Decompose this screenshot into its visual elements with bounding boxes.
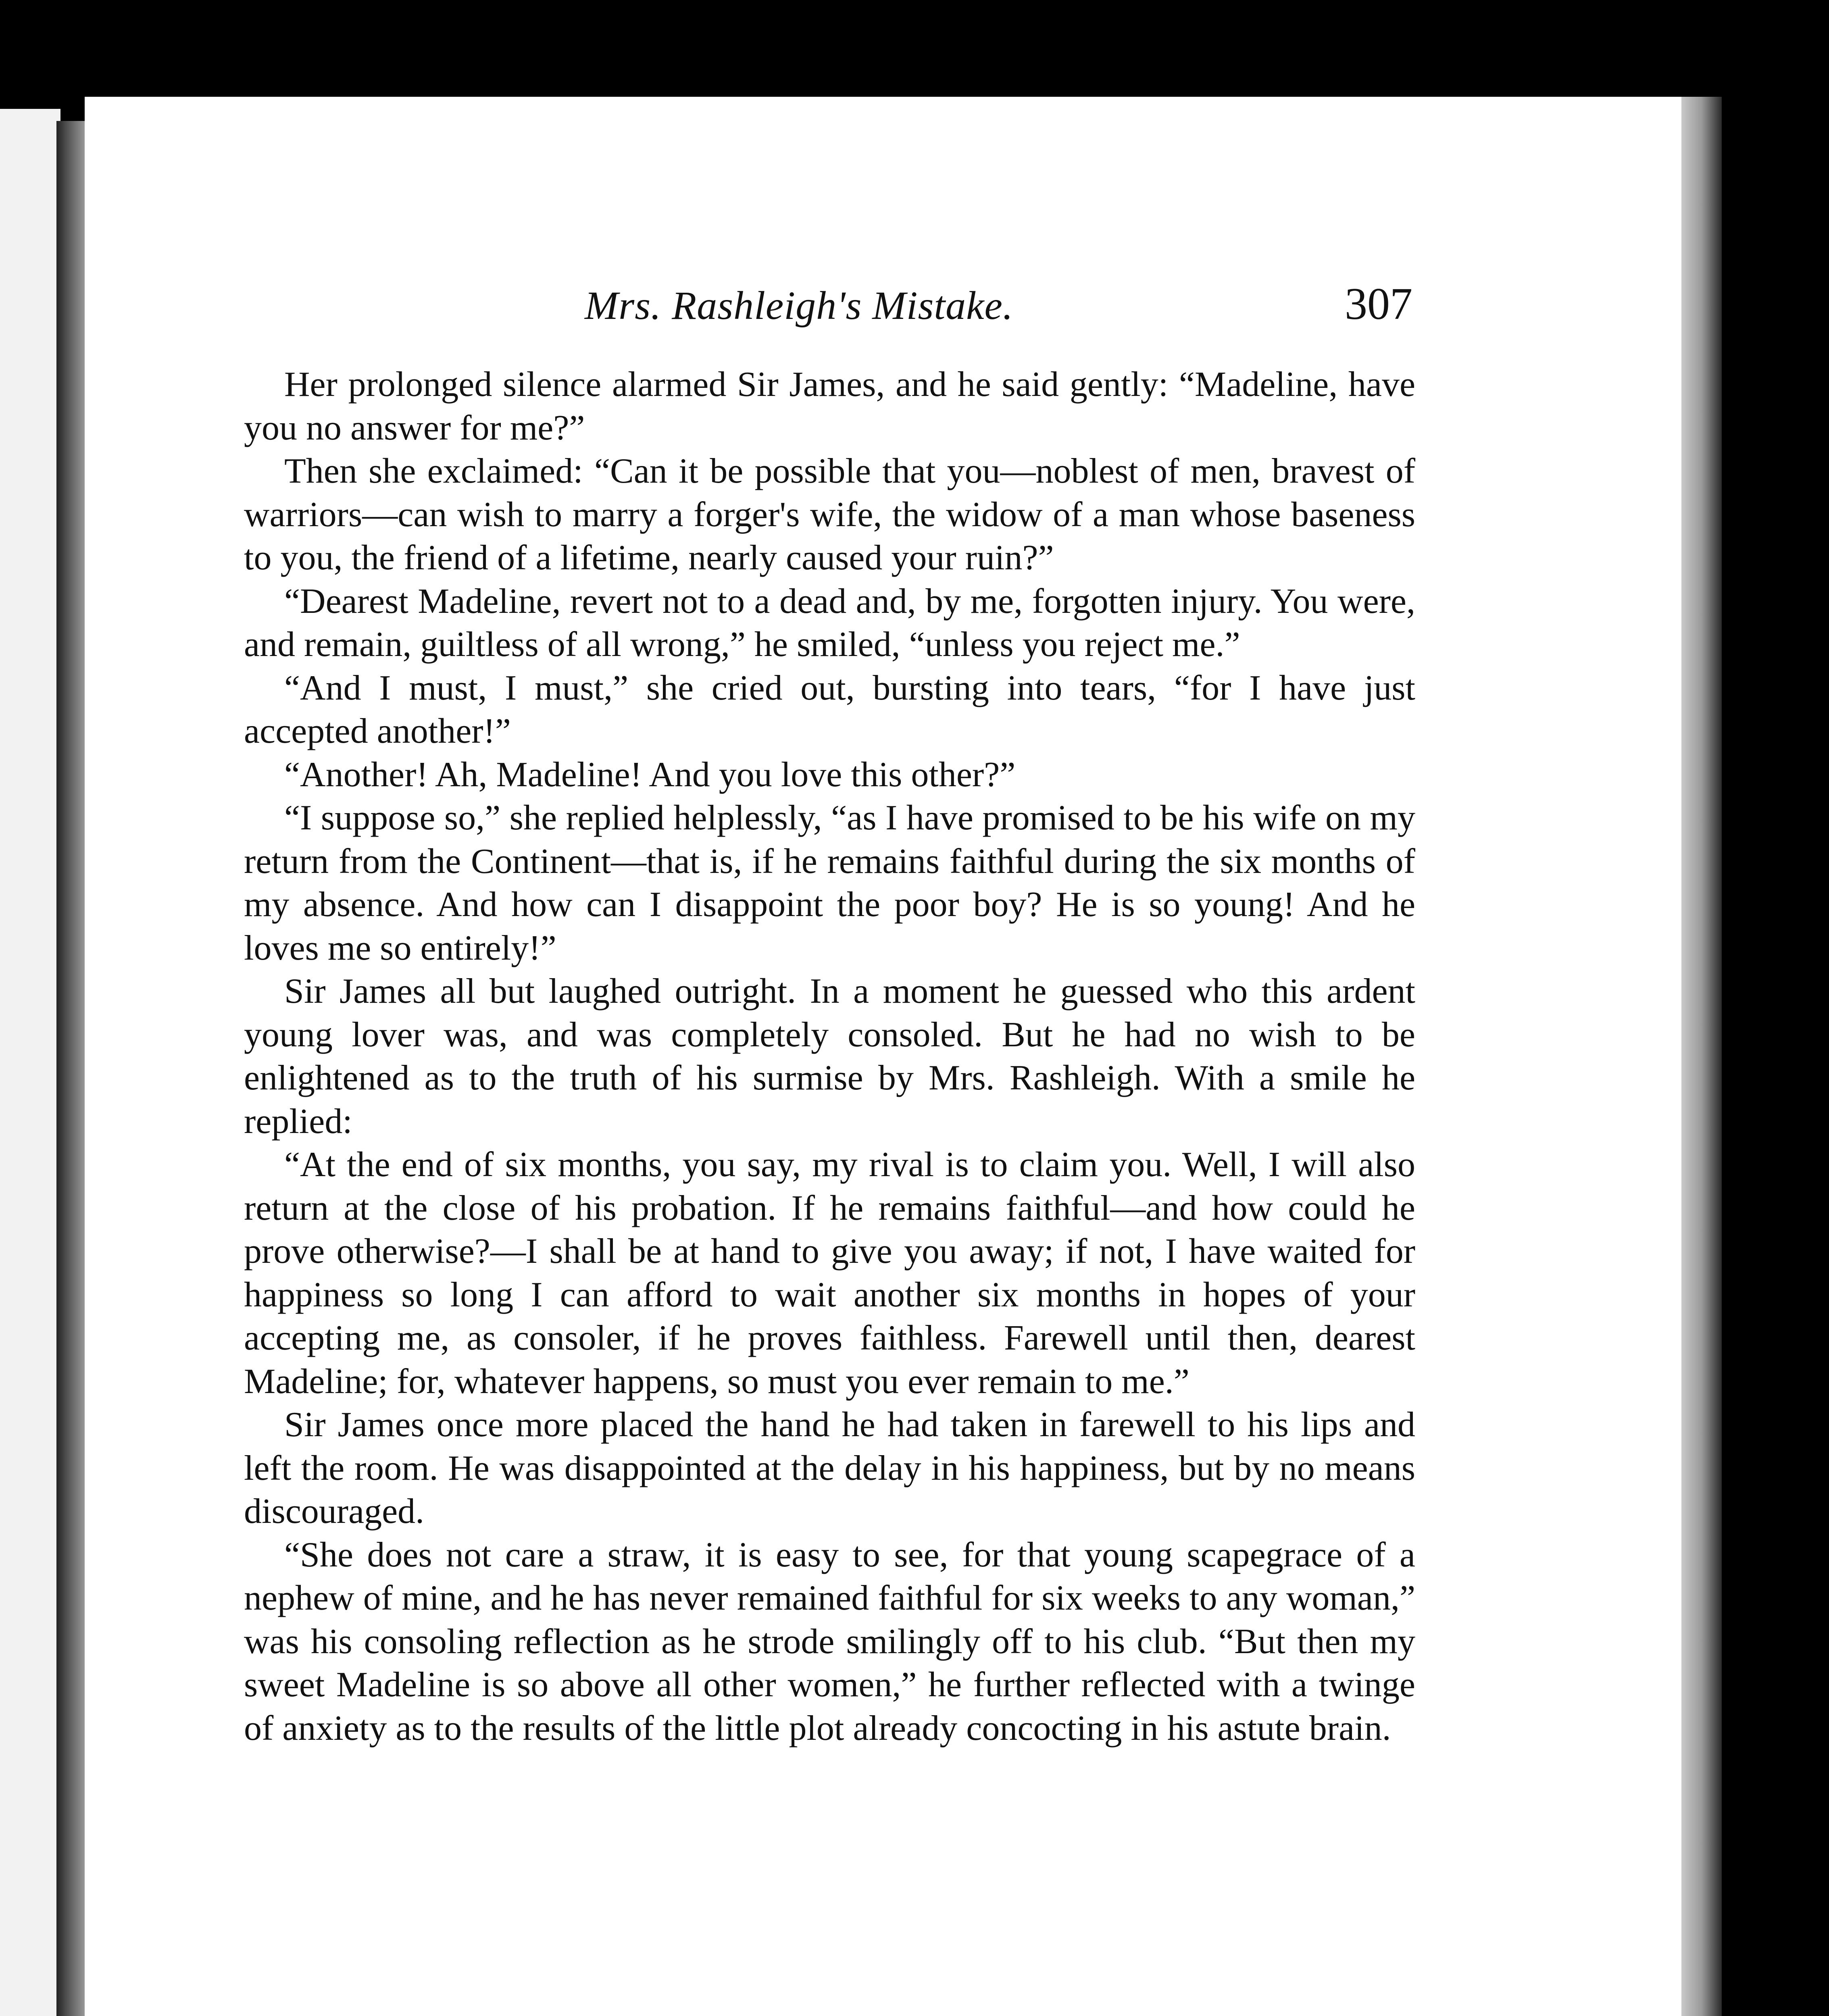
gutter-shadow (56, 121, 85, 2016)
paragraph: “Another! Ah, Madeline! And you love this other?” (284, 755, 1016, 794)
paragraph: “Dearest Madeline, revert not to a dead and, by me, forgotten injury. You were, and remain, guiltless of all wrong,” he smiled, “unless you reject me.” (244, 581, 1415, 664)
paragraph: “She does not care a straw, it is easy to see, for that young scapegrace of a nephew of mine, and he has never remained faithful for six weeks to any woman,” was his consoling reflection as he strode smilingly off to his club. “But then my sweet Madeline is so above all other women,” he further reflected with a twinge of anxiety as to the results of the little plot already concocting in his astute brain. (244, 1535, 1415, 1748)
paragraph: Sir James once more placed the hand he had taken in farewell to his lips and left the room. He was disappointed at the delay in his happiness, but by no means discouraged. (244, 1405, 1415, 1531)
paragraph: Then she exclaimed: “Can it be possible that you—noblest of men, bravest of warriors—can wish to marry a forger's wife, the widow of a man whose baseness to you, the friend of a lifetime, nearly caused your ruin?” (244, 452, 1415, 577)
paragraph: “At the end of six months, you say, my rival is to claim you. Well, I will also return at the close of his probation. If he remains faithful—and how could he prove otherwise?—I shall be at hand to give you away; if not, I have waited for happiness so long I can afford to wait another six months in hopes of your accepting me, as consoler, if he proves faithless. Farewell until then, dearest Madeline; for, whatever happens, so must you ever remain to me.” (244, 1145, 1415, 1401)
page-number: 307 (1345, 279, 1412, 329)
right-page-edge (1681, 97, 1722, 2016)
left-page-edge (0, 109, 60, 2016)
paragraph: “And I must, I must,” she cried out, bursting into tears, “for I have just accepted another!” (244, 668, 1415, 751)
paragraph: Sir James all but laughed outright. In a moment he guessed who this ardent young lover was, and was completely consoled. But he had no wish to be enlightened as to the truth of his surmise by Mrs. Rashleigh. With a smile he replied: (244, 972, 1415, 1141)
running-title: Mrs. Rashleigh's Mistake. (585, 283, 1013, 328)
paragraph: “I suppose so,” she replied helplessly, “as I have promised to be his wife on my return from the Continent—that is, if he remains faithful during the six months of my absence. And how can I disappoint the poor boy? He is so young! And he loves me so entirely!” (244, 798, 1415, 968)
body-text (244, 363, 1415, 1750)
paragraph: Her prolonged silence alarmed Sir James, and he said gently: “Madeline, have you no answer for me?” (244, 365, 1415, 448)
